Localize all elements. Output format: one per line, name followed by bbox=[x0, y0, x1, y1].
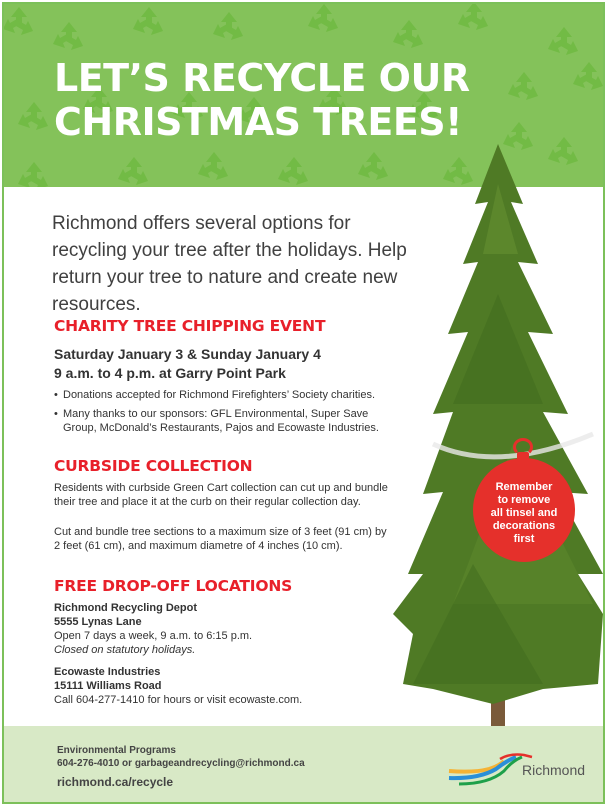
charity-bullet-list bbox=[54, 388, 394, 440]
event-time-location: 9 a.m. to 4 p.m. at Garry Point Park bbox=[54, 365, 286, 381]
footer bbox=[4, 726, 603, 802]
ornament-line: decorations bbox=[492, 520, 556, 532]
location-address: 15111 Williams Road bbox=[54, 680, 162, 692]
location-name: Ecowaste Industries bbox=[54, 666, 161, 678]
event-days: Saturday January 3 & Sunday January 4 bbox=[54, 346, 321, 362]
ornament-callout bbox=[469, 438, 579, 568]
intro-text: Richmond offers several options for recycling your tree after the holidays. Help return your tree to nature and create new resources. bbox=[52, 213, 407, 315]
christmas-tree-image bbox=[393, 144, 603, 729]
location-address: 5555 Lynas Lane bbox=[54, 616, 142, 628]
title-line-1: LET’S RECYCLE OUR bbox=[54, 56, 470, 100]
footer-contact[interactable]: 604-276-4010 or garbageandrecycling@richmond.ca bbox=[57, 758, 305, 769]
curbside-heading: CURBSIDE COLLECTION bbox=[54, 457, 253, 475]
title-line-2: CHRISTMAS TREES! bbox=[54, 100, 462, 144]
list-item: • Many thanks to our sponsors: GFL Environmental, Super Save Group, McDonald’s Restaurants, Pajos and Ecowaste Industries. bbox=[54, 407, 394, 435]
location-hours: Open 7 days a week, 9 a.m. to 6:15 p.m. bbox=[54, 630, 253, 642]
location-name: Richmond Recycling Depot bbox=[54, 602, 198, 614]
charity-event-heading: CHARITY TREE CHIPPING EVENT bbox=[54, 317, 326, 335]
curbside-size-paragraph: Cut and bundle tree sections to a maximum size of 3 feet (91 cm) by 2 feet (61 cm), and maximum diametre of 4 inches (10 cm). bbox=[54, 526, 387, 552]
location-recycling-depot bbox=[54, 601, 354, 657]
footer-department: Environmental Programs bbox=[57, 745, 176, 756]
charity-event-date bbox=[54, 345, 414, 383]
dropoff-heading: FREE DROP-OFF LOCATIONS bbox=[54, 577, 293, 595]
ornament-line: Remember bbox=[495, 481, 553, 493]
location-note: Closed on statutory holidays. bbox=[54, 644, 196, 656]
location-hours: Call 604-277-1410 for hours or visit ecowaste.com. bbox=[54, 694, 303, 706]
footer-url-link[interactable]: richmond.ca/recycle bbox=[57, 775, 174, 789]
flyer-page bbox=[2, 2, 605, 804]
ornament-line: all tinsel and bbox=[490, 507, 558, 519]
ornament-line: to remove bbox=[497, 494, 551, 506]
curbside-paragraph: Residents with curbside Green Cart collection can cut up and bundle their tree and place it at the curb on their regular collection day. bbox=[54, 482, 388, 508]
ornament-message bbox=[473, 481, 575, 546]
location-ecowaste bbox=[54, 665, 354, 707]
logo-text: Richmond bbox=[522, 762, 586, 778]
ornament-line: first bbox=[513, 533, 535, 545]
list-item: • Donations accepted for Richmond Firefighters’ Society charities. bbox=[54, 388, 394, 402]
page-title bbox=[54, 56, 534, 144]
